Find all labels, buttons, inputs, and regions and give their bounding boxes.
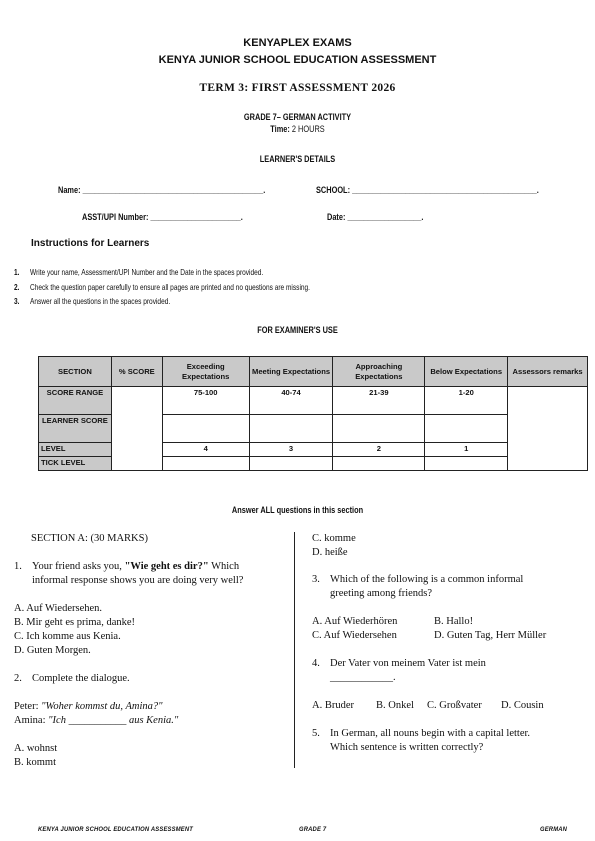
tick-cell[interactable] <box>249 457 333 471</box>
table-cell: 3 <box>249 443 333 457</box>
dialogue-amina: Amina: "Ich ___________ aus Kenia." <box>14 715 179 726</box>
table-cell: 4 <box>162 443 249 457</box>
dialogue-peter: Peter: "Woher kommst du, Amina?" <box>14 701 163 712</box>
table-cell[interactable] <box>249 415 333 443</box>
option-c[interactable]: C. Großvater <box>427 700 482 711</box>
option-a[interactable]: A. Bruder <box>312 700 354 711</box>
option-b[interactable]: B. Mir geht es prima, danke! <box>14 617 136 628</box>
footer-right: GERMAN <box>540 826 568 833</box>
table-cell: 2 <box>333 443 425 457</box>
header-approaching: Approaching Expectations <box>333 357 425 387</box>
school-field[interactable]: SCHOOL: _____________________________________________. <box>316 185 539 195</box>
option-c[interactable]: C. Ich komme aus Kenia. <box>14 631 121 642</box>
question-number: 3. <box>312 574 320 585</box>
instructions-heading: Instructions for Learners <box>31 238 150 249</box>
header-section: SECTION <box>39 357 112 387</box>
table-cell: 40-74 <box>249 387 333 415</box>
instruction-item: 3. Answer all the questions in the spaces provided. <box>14 297 171 306</box>
header-meeting: Meeting Expectations <box>249 357 333 387</box>
table-cell[interactable] <box>425 415 508 443</box>
table-header-row <box>39 357 588 387</box>
option-a[interactable]: A. wohnst <box>14 743 58 754</box>
option-d[interactable]: D. Guten Tag, Herr Müller <box>434 630 547 641</box>
question-number: 1. <box>14 561 22 572</box>
row-label: LEARNER SCORE <box>39 415 112 443</box>
header-below: Below Expectations <box>425 357 508 387</box>
table-row <box>39 387 588 415</box>
date-field[interactable]: Date: __________________. <box>327 212 424 222</box>
question-5-line-2: Which sentence is written correctly? <box>330 742 484 753</box>
question-4-line-1: Der Vater von meinem Vater ist mein <box>330 658 486 669</box>
column-divider <box>294 532 295 768</box>
time-value: 2 HOURS <box>291 124 325 134</box>
option-d[interactable]: D. heiße <box>312 547 348 558</box>
examiner-use-heading: FOR EXAMINER'S USE <box>257 325 338 335</box>
tick-cell[interactable] <box>425 457 508 471</box>
option-a[interactable]: A. Auf Wiedersehen. <box>14 603 103 614</box>
question-3-line-1: Which of the following is a common informal <box>330 574 524 585</box>
row-label: LEVEL <box>39 443 112 457</box>
row-label: SCORE RANGE <box>39 387 112 415</box>
tick-cell[interactable] <box>333 457 425 471</box>
question-number: 4. <box>312 658 320 669</box>
question-number: 5. <box>312 728 320 739</box>
answer-all-heading: Answer ALL questions in this section <box>231 505 364 515</box>
score-cell[interactable] <box>111 387 162 471</box>
option-c[interactable]: C. Auf Wiedersehen <box>312 630 397 641</box>
learner-details-heading: LEARNER'S DETAILS <box>259 154 336 164</box>
exam-body-title: KENYAPLEX EXAMS <box>243 37 352 49</box>
option-b[interactable]: B. Hallo! <box>434 616 474 627</box>
header-score: % SCORE <box>111 357 162 387</box>
table-cell: 21-39 <box>333 387 425 415</box>
table-cell: 1-20 <box>425 387 508 415</box>
name-field[interactable]: Name: ____________________________________________. <box>58 185 266 195</box>
option-b[interactable]: B. kommt <box>14 757 57 768</box>
row-label: TICK LEVEL <box>39 457 112 471</box>
table-cell[interactable] <box>333 415 425 443</box>
instruction-item: 2. Check the question paper carefully to ensure all pages are printed and no questions are missing. <box>14 283 310 292</box>
footer-left: KENYA JUNIOR SCHOOL EDUCATION ASSESSMENT <box>38 826 193 833</box>
header-remarks: Assessors remarks <box>508 357 588 387</box>
option-b[interactable]: B. Onkel <box>376 700 414 711</box>
instruction-item: 1. Write your name, Assessment/UPI Number and the Date in the spaces provided. <box>14 268 264 277</box>
question-1-line-1: Your friend asks you, "Wie geht es dir?" Which <box>32 561 240 572</box>
footer-center: GRADE 7 <box>299 826 327 833</box>
question-2-text: Complete the dialogue. <box>32 673 130 684</box>
question-3-line-2: greeting among friends? <box>330 588 433 599</box>
term-title: TERM 3: FIRST ASSESSMENT 2026 <box>199 82 396 94</box>
option-d[interactable]: D. Guten Morgen. <box>14 645 91 656</box>
section-a-heading: SECTION A: (30 MARKS) <box>31 533 148 544</box>
question-4-blank[interactable]: ____________. <box>330 672 396 683</box>
table-cell: 1 <box>425 443 508 457</box>
question-1-line-2: informal response shows you are doing very well? <box>32 575 244 586</box>
examiner-table <box>38 356 588 471</box>
asst-upi-field[interactable]: ASST/UPI Number: ______________________. <box>82 212 243 222</box>
table-cell: 75-100 <box>162 387 249 415</box>
question-number: 2. <box>14 673 22 684</box>
option-c[interactable]: C. komme <box>312 533 356 544</box>
question-5-line-1: In German, all nouns begin with a capital letter. <box>330 728 531 739</box>
remarks-cell[interactable] <box>508 387 588 471</box>
header-exceeding: Exceeding Expectations <box>162 357 249 387</box>
option-d[interactable]: D. Cousin <box>501 700 544 711</box>
grade-subject: GRADE 7– GERMAN ACTIVITY <box>243 112 352 122</box>
option-a[interactable]: A. Auf Wiederhören <box>312 616 398 627</box>
assessment-title: KENYA JUNIOR SCHOOL EDUCATION ASSESSMENT <box>158 54 437 66</box>
tick-cell[interactable] <box>162 457 249 471</box>
time-line <box>54 124 542 134</box>
time-label: Time: <box>270 124 290 134</box>
table-cell[interactable] <box>162 415 249 443</box>
